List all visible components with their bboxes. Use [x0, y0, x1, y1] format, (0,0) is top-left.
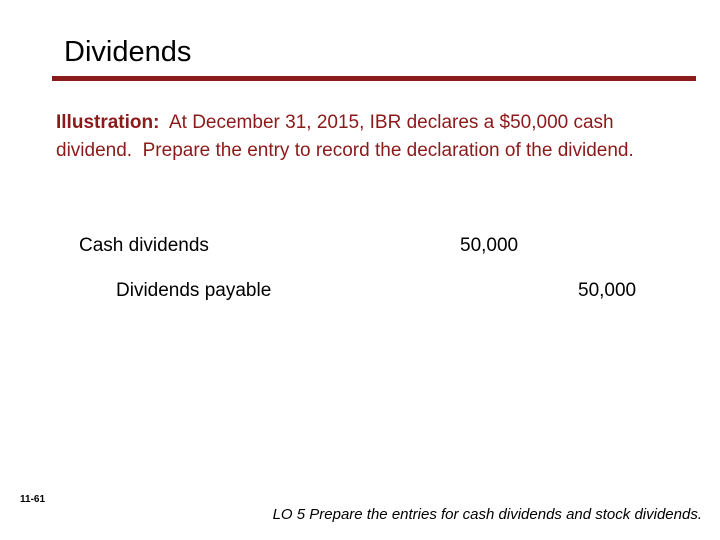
title-divider [52, 76, 696, 81]
credit-amount: 50,000 [578, 280, 637, 301]
slide-title: Dividends [64, 36, 192, 68]
learning-objective: LO 5 Prepare the entries for cash dividends and stock dividends. [272, 506, 702, 523]
slide-number: 11-61 [20, 494, 46, 505]
credit-account: Dividends payable [116, 280, 272, 301]
illustration-instruction: Prepare the entry to record the declaration of the dividend. [142, 140, 634, 161]
illustration-statement: At December 31, 2015, IBR declares a $50,000 cash dividend. [56, 112, 614, 161]
illustration-text [56, 109, 686, 165]
debit-amount: 50,000 [460, 235, 519, 256]
illustration-lead: Illustration: [56, 112, 160, 133]
debit-account: Cash dividends [79, 235, 209, 256]
